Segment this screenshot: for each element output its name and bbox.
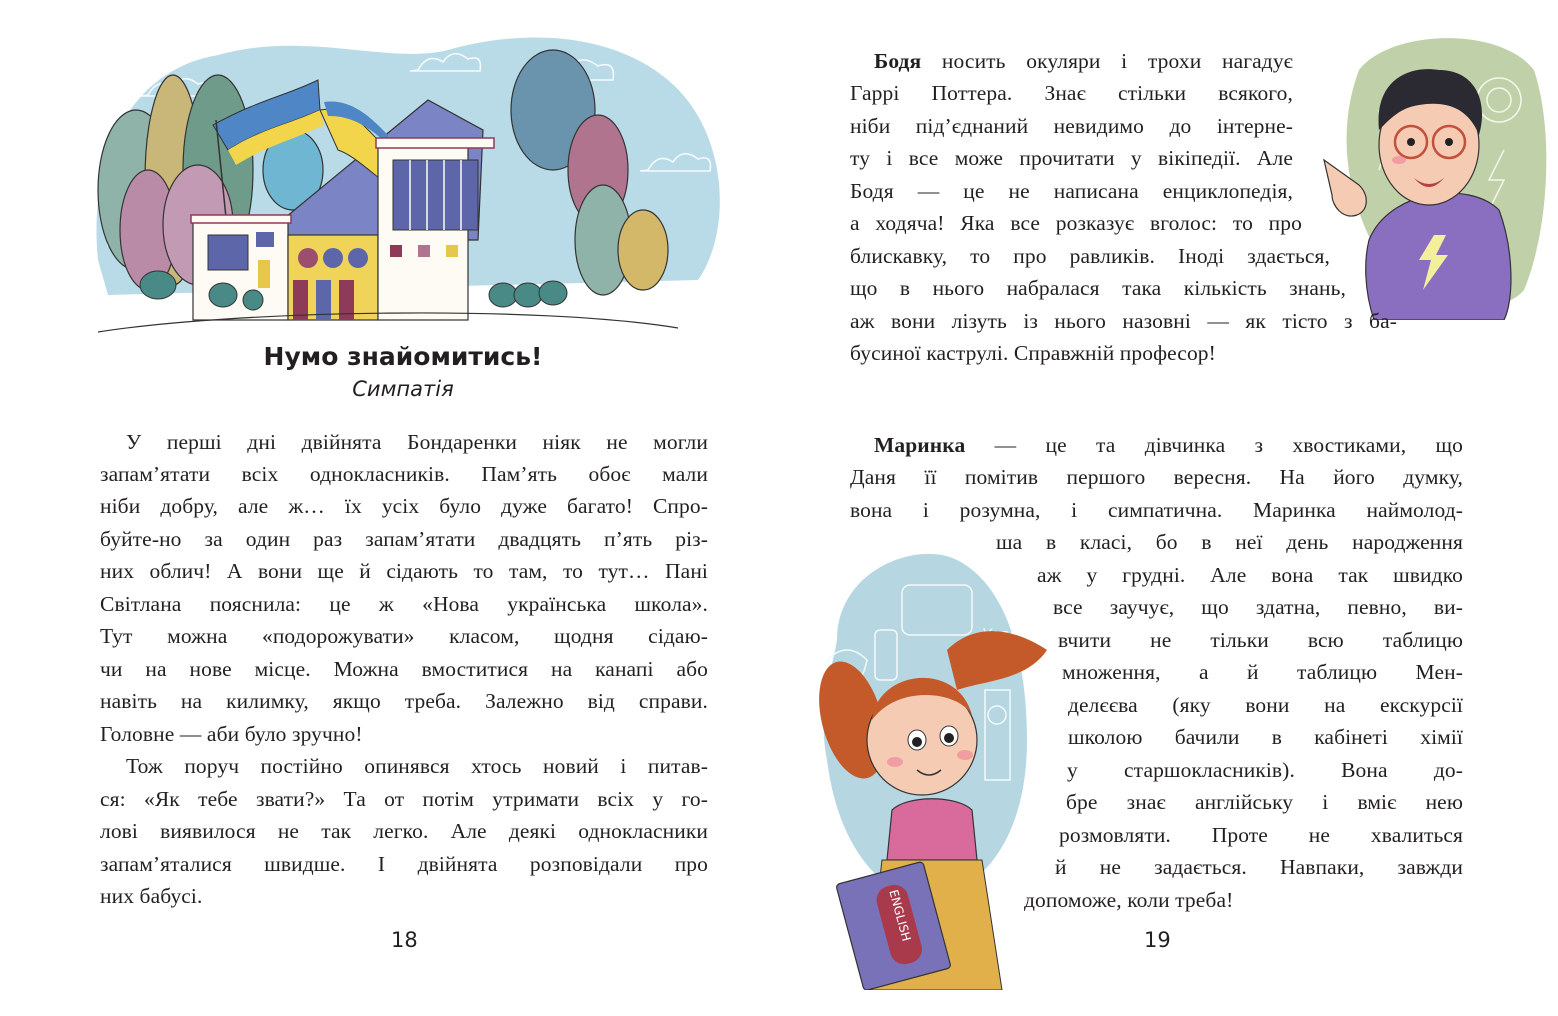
text-line: вона і розумна, і симпатична. Маринка наймолод- — [850, 498, 1463, 522]
text-line: Маринка — це та дівчинка з хвостиками, що — [874, 433, 1463, 457]
text-line: аж вони лізуть із нього назовні — як тісто з ба- — [850, 309, 1397, 333]
text-line: розмовляти. Проте не хвалиться — [1059, 823, 1463, 847]
text-line: ніби добру, але ж… їх усіх було дуже багато! Спро- — [100, 494, 708, 518]
text-line: них бабусі. — [100, 884, 203, 908]
text-line: буйте-но за один раз запам’ятати двадцять п’ять різ- — [100, 527, 708, 551]
girl-illustration — [797, 540, 1067, 990]
text-line: бре знає англійську і вміє нею — [1066, 790, 1463, 814]
text-line: запам’ятати всіх однокласників. Пам’ять обоє мали — [100, 462, 708, 486]
text-line: все заучує, що здатна, певно, ви- — [1053, 595, 1463, 619]
chapter-title: Нумо знайомитись! — [263, 342, 543, 371]
text-line: Бодя — це не написана енциклопедія, — [850, 179, 1293, 203]
text-line: ніби під’єднаний невидимо до інтерне- — [850, 114, 1293, 138]
text-line: що в нього набралася така кількість знань, — [850, 276, 1346, 300]
text-line: Гаррі Поттера. Знає стільки всякого, — [850, 81, 1293, 105]
text-line: й не задається. Навпаки, завжди — [1055, 855, 1463, 879]
school-illustration — [88, 10, 728, 335]
text-line: ся: «Як тебе звати?» Та от потім утримати всіх у го- — [100, 787, 708, 811]
text-line: делєєва (яку вони на екскурсії — [1068, 693, 1463, 717]
text-line: Тож поруч постійно опинявся хтось новий і питав- — [126, 754, 708, 778]
text-line: Даня її помітив першого вересня. На його думку, — [850, 465, 1463, 489]
text-line: бусиної каструлі. Справжній професор! — [850, 341, 1216, 365]
text-line: Тут можна «подорожувати» класом, щодня сідаю- — [100, 624, 708, 648]
character-name: Бодя — [874, 49, 922, 73]
page-number: 18 — [391, 928, 418, 952]
text-line: У перші дні двійнята Бондаренки ніяк не могли — [126, 430, 708, 454]
text-line: них облич! А вони ще й сідають то там, то тут… Пані — [100, 559, 708, 583]
text-line: чи на нове місце. Можна вмоститися на канапі або — [100, 657, 708, 681]
page-number: 19 — [1144, 928, 1171, 952]
text-line: вчити не тільки всю таблицю — [1058, 628, 1463, 652]
text-line: ша в класі, бо в неї день народження — [996, 530, 1463, 554]
text-line: Головне — аби було зручно! — [100, 722, 363, 746]
chapter-subtitle: Симпатія — [352, 377, 454, 401]
character-name: Маринка — [874, 433, 966, 457]
text-line: Світлана пояснила: це ж «Нова українська школа». — [100, 592, 708, 616]
text-line: ту і все може прочитати у вікіпедії. Але — [850, 146, 1293, 170]
text-line: множення, а й таблицю Мен- — [1062, 660, 1463, 684]
text-line: лові виявилося не так легко. Але деякі однокласники — [100, 819, 708, 843]
text-line: запам’яталися швидше. І двійнята розповідали про — [100, 852, 708, 876]
text-line: блискавку, то про равликів. Іноді здається, — [850, 244, 1330, 268]
text-line: аж у грудні. Але вона так швидко — [1037, 563, 1463, 587]
text-line: допоможе, коли треба! — [1024, 888, 1234, 912]
book-label: ENGLISH — [886, 888, 914, 943]
text-line: Бодя носить окуляри і трохи нагадує — [874, 49, 1293, 73]
text-line: школою бачили в кабінеті хімії — [1068, 725, 1463, 749]
text-line: а ходяча! Яка все розказує вголос: то про — [850, 211, 1302, 235]
text-line: навіть на килимку, якщо треба. Залежно від справи. — [100, 689, 708, 713]
text-line: у старшокласників). Вона до- — [1067, 758, 1463, 782]
right-page — [779, 0, 1558, 1016]
